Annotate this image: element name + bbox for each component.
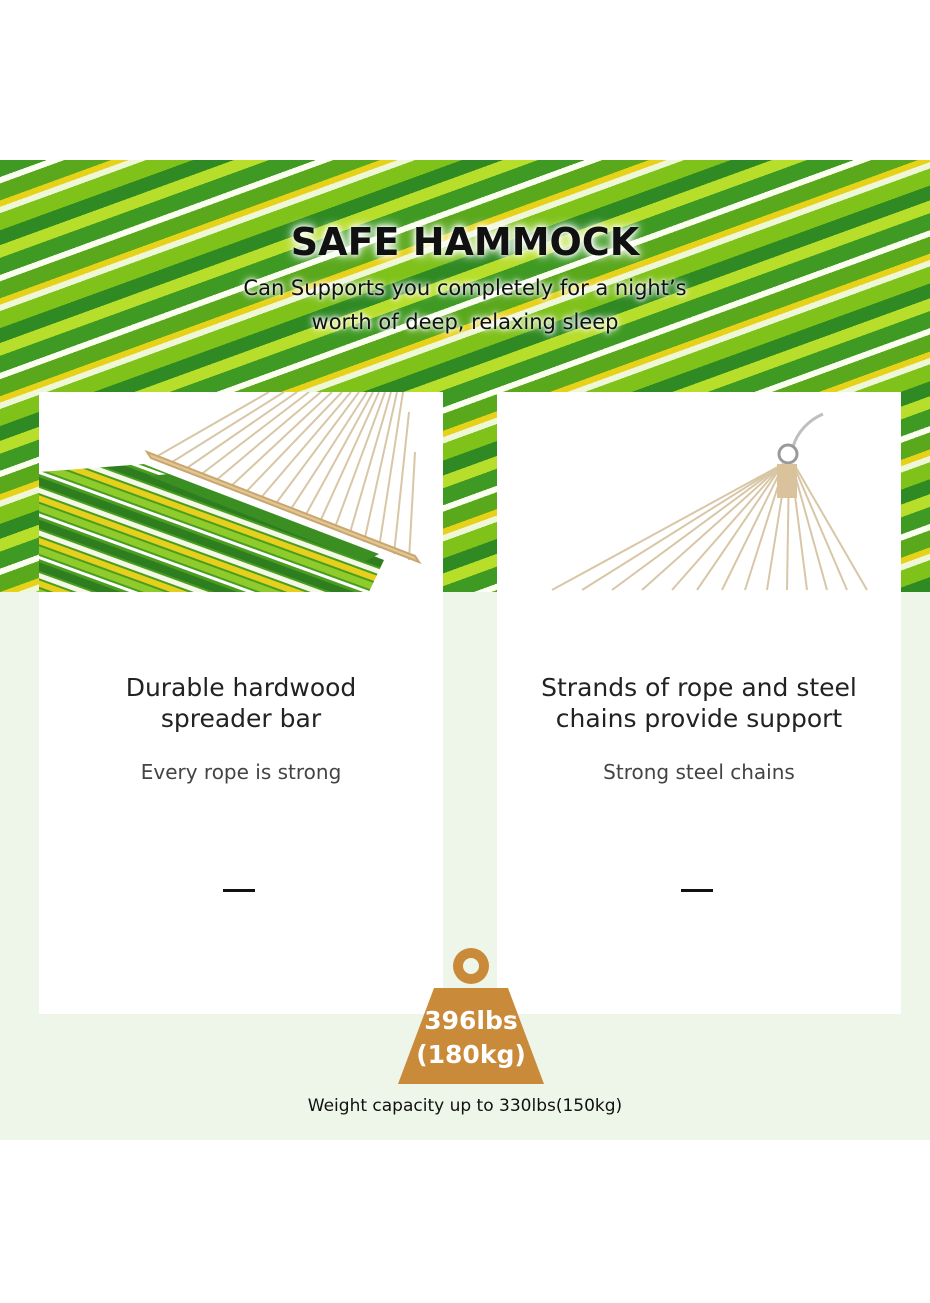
card-heading-line-2: chains provide support: [555, 704, 843, 733]
weight-capacity-caption: Weight capacity up to 330lbs(150kg): [307, 1096, 623, 1116]
hammock-spreader-bar-photo: [39, 392, 443, 592]
card-description: Every rope is strong: [140, 760, 342, 784]
card-description: Strong steel chains: [603, 760, 795, 784]
divider-dash: [681, 889, 713, 892]
feature-card-steel-chains: [497, 392, 901, 1014]
subtitle-line-1: Can Supports you completely for a night’s: [243, 276, 687, 300]
card-heading: [497, 672, 901, 734]
feature-card-spreader-bar: [39, 392, 443, 1014]
steel-ring-rope-photo: [497, 392, 901, 592]
weight-badge-line-1: 396lbs: [424, 1006, 518, 1035]
card-heading-line-1: Durable hardwood: [125, 673, 357, 702]
card-heading-line-2: spreader bar: [160, 704, 322, 733]
page-subtitle: [215, 271, 715, 339]
weight-badge-line-2: (180kg): [416, 1040, 526, 1069]
weight-badge-text: [398, 1004, 544, 1072]
card-heading: [39, 672, 443, 734]
card-heading-line-1: Strands of rope and steel: [541, 673, 857, 702]
divider-dash: [223, 889, 255, 892]
subtitle-line-2: worth of deep, relaxing sleep: [311, 310, 619, 334]
page-title: SAFE HAMMOCK: [290, 220, 640, 264]
